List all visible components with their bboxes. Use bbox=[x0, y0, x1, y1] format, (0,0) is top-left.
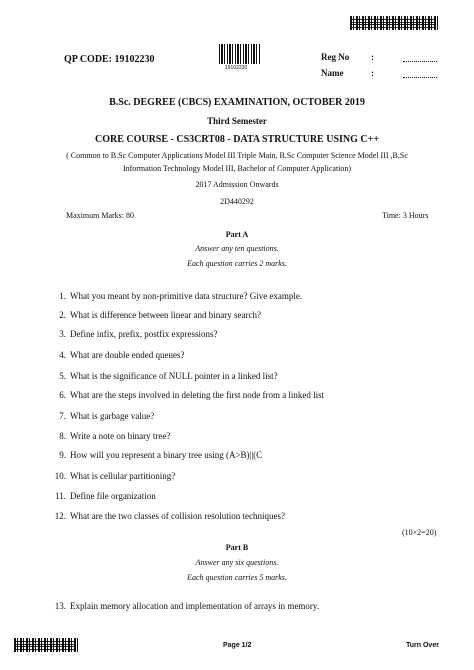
common-line-1: ( Common to B.Sc Computer Applications Model III Triple Main, B.Sc Computer Science Model III ,B.Sc bbox=[66, 151, 408, 160]
qr-code-top bbox=[350, 16, 438, 30]
qr-code-bottom bbox=[14, 638, 78, 652]
part-a-marks: (10×2=20) bbox=[402, 528, 437, 537]
question-9: 9. How will you represent a binary tree using (A>B)||(C bbox=[59, 450, 263, 460]
paper-code: 2D440292 bbox=[220, 197, 254, 206]
question-11: 11. Define file organization bbox=[55, 491, 156, 501]
admission: 2017 Admission Onwards bbox=[195, 180, 279, 189]
semester: Third Semester bbox=[207, 116, 267, 126]
question-3: 3. Define infix, prefix, postfix expressions? bbox=[59, 329, 218, 339]
part-a-title: Part A bbox=[225, 230, 249, 239]
exam-title: B.Sc. DEGREE (CBCS) EXAMINATION, OCTOBER 2019 bbox=[109, 97, 365, 108]
barcode bbox=[219, 44, 261, 64]
question-6: 6. What are the steps involved in deleting the first node from a linked list bbox=[59, 390, 325, 400]
reg-no-colon: : bbox=[371, 52, 374, 62]
max-marks: Maximum Marks: 80 bbox=[66, 211, 134, 220]
name-field bbox=[403, 69, 437, 78]
question-4: 4. What are double ended queues? bbox=[59, 350, 185, 360]
time: Time: 3 Hours bbox=[382, 211, 429, 220]
question-13: 13. Explain memory allocation and implementation of arrays in memory. bbox=[54, 601, 320, 611]
reg-no-field bbox=[403, 53, 437, 62]
part-b-instruction-1: Answer any six questions. bbox=[195, 558, 279, 567]
common-line-2: Information Technology Model III, Bachelor of Computer Application) bbox=[122, 164, 352, 173]
part-a-instruction-1: Answer any ten questions. bbox=[195, 244, 279, 253]
part-a-instruction-2: Each question carries 2 marks. bbox=[187, 259, 287, 268]
course-title: CORE COURSE - CS3CRT08 - DATA STRUCTURE USING C++ bbox=[94, 134, 380, 145]
qp-code: QP CODE: 19102230 bbox=[64, 54, 155, 65]
part-b-title: Part B bbox=[225, 543, 249, 552]
name-colon: : bbox=[371, 68, 374, 78]
name-label: Name bbox=[321, 68, 344, 78]
question-10: 10. What is cellular partitioning? bbox=[54, 471, 176, 481]
part-b-instruction-2: Each question carries 5 marks. bbox=[187, 573, 287, 582]
question-5: 5. What is the significance of NULL pointer in a linked list? bbox=[59, 371, 278, 381]
question-8: 8. Write a note on binary tree? bbox=[59, 431, 171, 441]
page-number: Page 1/2 bbox=[223, 642, 252, 649]
question-1: 1. What you meant by non-primitive data structure? Give example. bbox=[59, 291, 303, 301]
turn-over: Turn Over bbox=[406, 642, 439, 649]
barcode-number: 19102230 bbox=[225, 65, 248, 71]
reg-no-label: Reg No bbox=[321, 52, 350, 62]
question-12: 12. What are the two classes of collision resolution techniques? bbox=[54, 511, 285, 521]
question-2: 2. What is difference between linear and binary search? bbox=[59, 310, 261, 320]
question-7: 7. What is garbage value? bbox=[59, 411, 155, 421]
